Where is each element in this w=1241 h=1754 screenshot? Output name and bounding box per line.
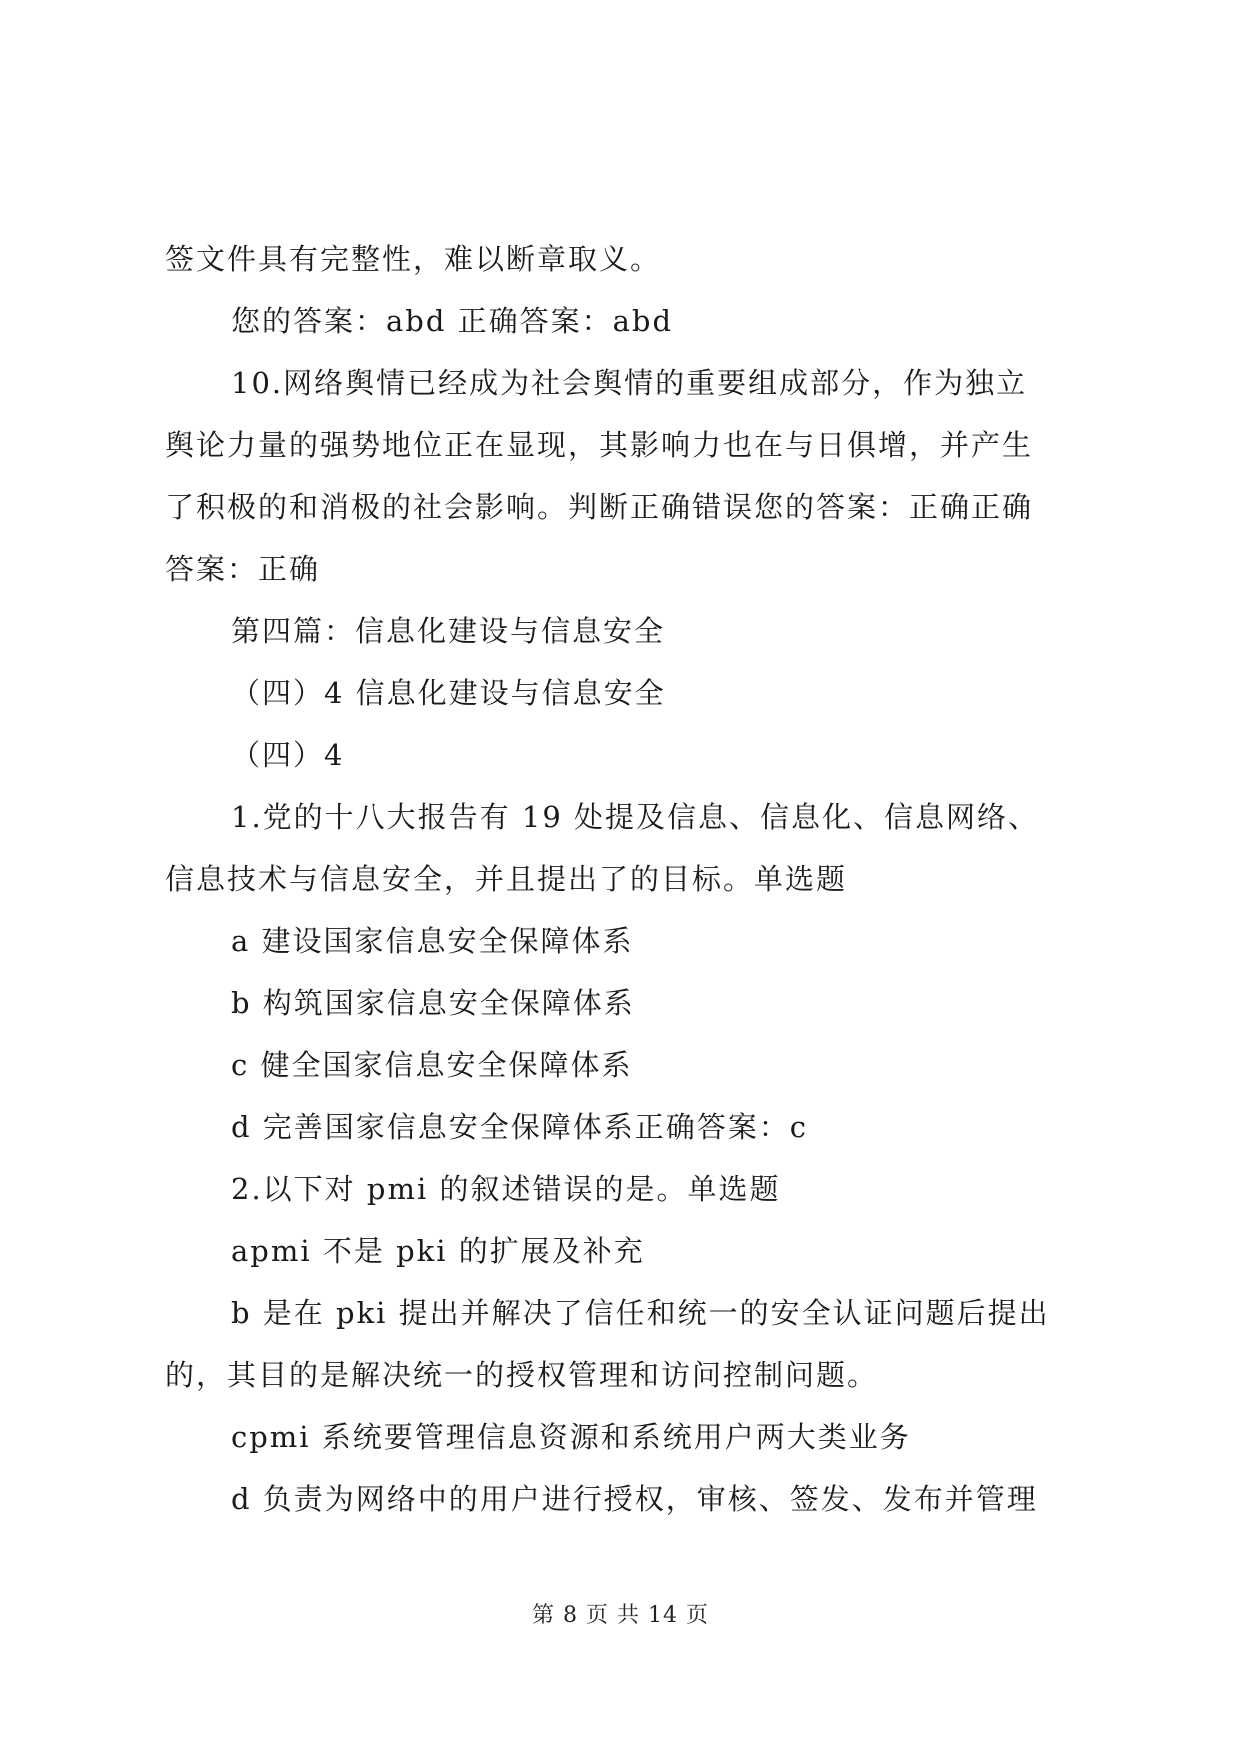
option-line: cpmi 系统要管理信息资源和系统用户两大类业务 [231,1420,911,1454]
question-line: 2.以下对 pmi 的叙述错误的是。单选题 [231,1172,781,1206]
text-line: 签文件具有完整性，难以断章取义。 [165,242,662,276]
option-line: c 健全国家信息安全保障体系 [231,1048,633,1082]
text-line: 舆论力量的强势地位正在显现，其影响力也在与日俱增，并产生 [165,428,1034,462]
section-heading: 第四篇：信息化建设与信息安全 [231,614,666,648]
option-line: b 构筑国家信息安全保障体系 [231,986,635,1020]
page-body [165,228,1085,1530]
section-subheading: （四）4 [231,738,345,772]
question-line: 10.网络舆情已经成为社会舆情的重要组成部分，作为独立 [231,366,1028,400]
option-line: b 是在 pki 提出并解决了信任和统一的安全认证问题后提出 [231,1296,1050,1330]
option-line: d 完善国家信息安全保障体系正确答案：c [231,1110,809,1144]
page-number-footer: 第 8 页 共 14 页 [532,1603,709,1628]
question-line: 1.党的十八大报告有 19 处提及信息、信息化、信息网络、 [231,800,1040,834]
option-line: a 建设国家信息安全保障体系 [231,924,634,958]
text-line: 答案：正确 [165,552,321,586]
option-line: apmi 不是 pki 的扩展及补充 [231,1234,645,1268]
text-line: 的，其目的是解决统一的授权管理和访问控制问题。 [165,1358,879,1392]
option-line: d 负责为网络中的用户进行授权，审核、签发、发布并管理 [231,1482,1038,1516]
text-line: 信息技术与信息安全，并且提出了的目标。单选题 [165,862,848,896]
section-subheading: （四）4 信息化建设与信息安全 [231,676,666,710]
text-line: 了积极的和消极的社会影响。判断正确错误您的答案：正确正确 [165,490,1034,524]
text-line: 您的答案：abd 正确答案：abd [231,304,674,338]
